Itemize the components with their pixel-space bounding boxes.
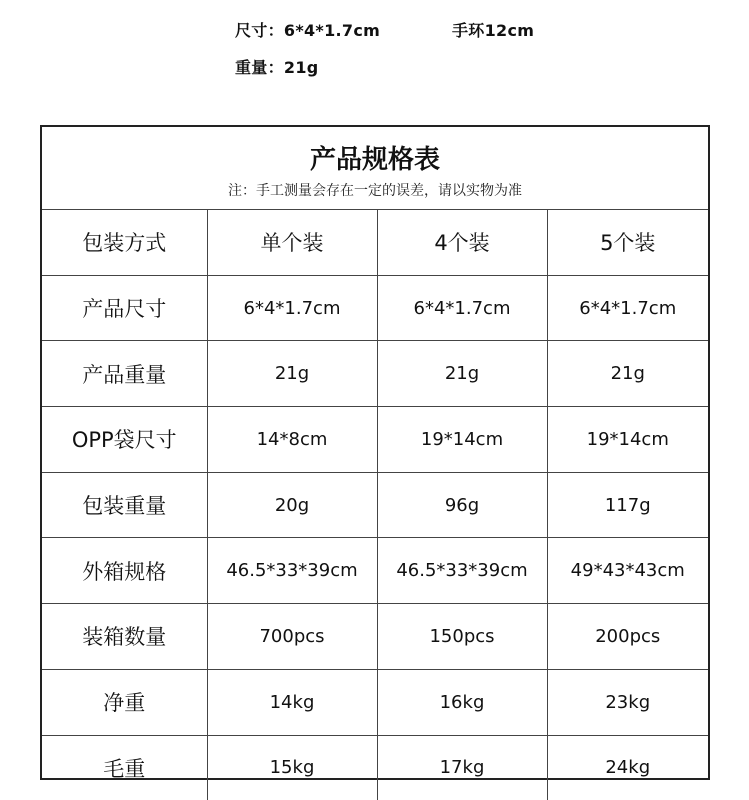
column-header: 4个装: [377, 210, 547, 275]
table-cell: 23kg: [547, 669, 708, 735]
table-row: [42, 275, 708, 341]
row-label: OPP袋尺寸: [42, 407, 207, 473]
table-cell: 46.5*33*39cm: [377, 538, 547, 604]
row-label: 毛重: [42, 735, 207, 800]
table-cell: 24kg: [605, 757, 651, 779]
table-row: [42, 341, 708, 407]
spec-table: [42, 210, 708, 800]
table-row: [42, 407, 708, 473]
table-cell: 21g: [207, 341, 377, 407]
table-cell: 15kg: [207, 735, 377, 800]
table-cell: 21g: [547, 341, 708, 407]
spec-sheet: [40, 125, 710, 780]
column-header: 5个装: [547, 210, 708, 275]
table-cell: 21g: [377, 341, 547, 407]
row-label: 净重: [42, 669, 207, 735]
row-label: 产品重量: [42, 341, 207, 407]
table-cell: 150pcs: [377, 604, 547, 670]
table-cell: 6*4*1.7cm: [547, 275, 708, 341]
table-row: [42, 472, 708, 538]
table-cell: 16kg: [377, 669, 547, 735]
table-header-row: [42, 210, 708, 275]
row-label: 装箱数量: [42, 604, 207, 670]
weight-spec-text: 重量：21g: [235, 58, 319, 77]
table-cell: 20g: [207, 472, 377, 538]
wrist-spec-text: 手环12cm: [452, 21, 535, 40]
table-cell: 700pcs: [207, 604, 377, 670]
table-title-block: [42, 127, 708, 210]
size-spec-text: 尺寸：6*4*1.7cm: [235, 21, 381, 40]
table-note: 注：手工测量会存在一定的误差，请以实物为准: [228, 183, 522, 199]
table-cell: 46.5*33*39cm: [207, 538, 377, 604]
table-cell: 117g: [547, 472, 708, 538]
table-cell: 96g: [377, 472, 547, 538]
table-cell: 49*43*43cm: [547, 538, 708, 604]
table-cell: 19*14cm: [377, 407, 547, 473]
table-title: 产品规格表: [309, 145, 440, 175]
table-cell: 14*8cm: [207, 407, 377, 473]
column-header: 单个装: [207, 210, 377, 275]
table-cell: 19*14cm: [547, 407, 708, 473]
table-cell: 14kg: [207, 669, 377, 735]
table-row: [42, 735, 708, 800]
column-header: 包装方式: [42, 210, 207, 275]
row-label: 外箱规格: [42, 538, 207, 604]
table-row: [42, 604, 708, 670]
table-row: [42, 538, 708, 604]
table-cell: 17kg: [377, 735, 547, 800]
row-label: 产品尺寸: [42, 275, 207, 341]
table-cell: 6*4*1.7cm: [207, 275, 377, 341]
table-cell: 6*4*1.7cm: [377, 275, 547, 341]
table-row: [42, 669, 708, 735]
table-cell: 200pcs: [547, 604, 708, 670]
row-label: 包装重量: [42, 472, 207, 538]
